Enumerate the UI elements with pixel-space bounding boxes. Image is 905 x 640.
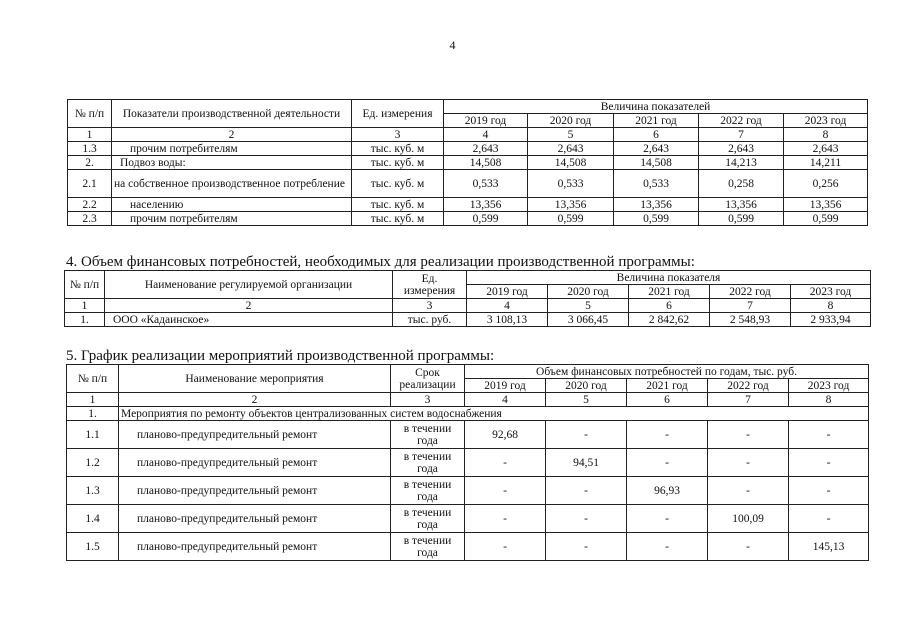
row-value: - (789, 421, 869, 449)
header-year: 2019 год (465, 379, 546, 393)
column-index-row (65, 299, 871, 313)
row-value: 0,258 (699, 170, 784, 198)
header-year: 2020 год (546, 379, 627, 393)
table-row (65, 313, 871, 327)
row-value: 0,599 (614, 212, 699, 226)
table-row (68, 212, 868, 226)
index-cell: 2 (112, 128, 352, 142)
row-value: - (465, 477, 546, 505)
row-value: 0,599 (444, 212, 528, 226)
row-value: 14,211 (784, 156, 868, 170)
row-value: - (708, 421, 789, 449)
row-value: - (789, 505, 869, 533)
row-num: 1.4 (67, 505, 119, 533)
index-cell: 4 (465, 393, 546, 407)
row-value: 94,51 (546, 449, 627, 477)
row-num: 2.3 (68, 212, 112, 226)
header-value: Объем финансовых потребностей по годам, тыс. руб. (465, 365, 869, 379)
header-num: № п/п (68, 100, 112, 128)
header-year: 2021 год (614, 114, 699, 128)
header-year: 2020 год (548, 285, 629, 299)
row-value: 3 066,45 (548, 313, 629, 327)
row-value: - (708, 449, 789, 477)
index-cell: 2 (105, 299, 393, 313)
row-value: 0,256 (784, 170, 868, 198)
row-name: планово-предупредительный ремонт (119, 421, 391, 449)
row-value: 0,533 (614, 170, 699, 198)
row-value: - (627, 421, 708, 449)
table-row (67, 533, 869, 561)
row-value: - (546, 533, 627, 561)
row-value: 14,508 (528, 156, 614, 170)
row-term: в течении года (391, 421, 465, 449)
group-name: Мероприятия по ремонту объектов централизованных систем водоснабжения (119, 407, 869, 421)
section-4-heading: 4. Объем финансовых потребностей, необходимых для реализации производственной программы: (66, 254, 695, 270)
row-value: 0,533 (528, 170, 614, 198)
row-value: 14,508 (614, 156, 699, 170)
row-name: ООО «Кадаинское» (105, 313, 393, 327)
row-name: прочим потребителям (112, 212, 352, 226)
index-cell: 4 (444, 128, 528, 142)
header-indicator: Показатели производственной деятельности (112, 100, 352, 128)
row-value: - (627, 505, 708, 533)
row-num: 2. (68, 156, 112, 170)
row-value: 2,643 (784, 142, 868, 156)
row-value: 92,68 (465, 421, 546, 449)
row-value: 2 933,94 (791, 313, 871, 327)
header-year: 2020 год (528, 114, 614, 128)
row-value: 2 842,62 (629, 313, 710, 327)
index-cell: 7 (708, 393, 789, 407)
index-cell: 7 (710, 299, 791, 313)
row-value: 2,643 (444, 142, 528, 156)
group-num: 1. (67, 407, 119, 421)
header-year: 2019 год (444, 114, 528, 128)
index-cell: 5 (528, 128, 614, 142)
index-cell: 1 (68, 128, 112, 142)
row-unit: тыс. руб. (393, 313, 467, 327)
row-num: 1.5 (67, 533, 119, 561)
row-num: 1.2 (67, 449, 119, 477)
header-value: Величина показателей (444, 100, 868, 114)
table-row (68, 156, 868, 170)
header-unit: Ед. измерения (393, 271, 467, 299)
table-row (67, 477, 869, 505)
header-year: 2019 год (467, 285, 548, 299)
row-name: планово-предупредительный ремонт (119, 449, 391, 477)
row-value: - (465, 505, 546, 533)
row-term: в течении года (391, 449, 465, 477)
row-unit: тыс. куб. м (352, 156, 444, 170)
row-name: Подвоз воды: (112, 156, 352, 170)
index-cell: 8 (791, 299, 871, 313)
table-header-row (65, 271, 871, 285)
row-value: - (546, 477, 627, 505)
header-name: Наименование мероприятия (119, 365, 391, 393)
row-value: 13,356 (784, 198, 868, 212)
activities-schedule-table (66, 364, 869, 561)
row-term: в течении года (391, 477, 465, 505)
index-cell: 3 (393, 299, 467, 313)
row-value: - (546, 505, 627, 533)
header-term: Срок реализации (391, 365, 465, 393)
header-value: Величина показателя (467, 271, 871, 285)
row-value: 0,599 (699, 212, 784, 226)
index-cell: 1 (65, 299, 105, 313)
header-year: 2022 год (699, 114, 784, 128)
row-value: 13,356 (444, 198, 528, 212)
row-value: 2,643 (699, 142, 784, 156)
table-header-row (68, 100, 868, 114)
row-value: - (627, 449, 708, 477)
row-name: прочим потребителям (112, 142, 352, 156)
header-year: 2021 год (629, 285, 710, 299)
row-unit: тыс. куб. м (352, 212, 444, 226)
header-year: 2021 год (627, 379, 708, 393)
row-name: планово-предупредительный ремонт (119, 477, 391, 505)
row-value: 14,213 (699, 156, 784, 170)
row-value: 2 548,93 (710, 313, 791, 327)
row-value: 0,599 (528, 212, 614, 226)
index-cell: 6 (614, 128, 699, 142)
table-row (67, 505, 869, 533)
row-value: 96,93 (627, 477, 708, 505)
row-num: 2.2 (68, 198, 112, 212)
row-value: - (789, 449, 869, 477)
row-value: - (708, 533, 789, 561)
table-row (68, 198, 868, 212)
index-cell: 8 (789, 393, 869, 407)
row-value: 13,356 (614, 198, 699, 212)
index-cell: 2 (119, 393, 391, 407)
section-5-heading: 5. График реализации мероприятий производственной программы: (66, 348, 495, 364)
row-name: планово-предупредительный ремонт (119, 505, 391, 533)
index-cell: 4 (467, 299, 548, 313)
index-cell: 5 (548, 299, 629, 313)
group-row (67, 407, 869, 421)
row-term: в течении года (391, 533, 465, 561)
row-value: 2,643 (614, 142, 699, 156)
row-value: 0,599 (784, 212, 868, 226)
row-value: 0,533 (444, 170, 528, 198)
row-value: - (708, 477, 789, 505)
financial-needs-table (64, 270, 871, 327)
index-cell: 3 (352, 128, 444, 142)
page-number: 4 (449, 38, 456, 52)
header-year: 2023 год (791, 285, 871, 299)
index-cell: 5 (546, 393, 627, 407)
column-index-row (67, 393, 869, 407)
header-unit: Ед. измерения (352, 100, 444, 128)
row-value: 3 108,13 (467, 313, 548, 327)
index-cell: 7 (699, 128, 784, 142)
row-term: в течении года (391, 505, 465, 533)
row-value: 100,09 (708, 505, 789, 533)
row-value: - (465, 533, 546, 561)
row-num: 1. (65, 313, 105, 327)
row-value: 14,508 (444, 156, 528, 170)
table-row (67, 421, 869, 449)
row-num: 1.1 (67, 421, 119, 449)
row-value: 145,13 (789, 533, 869, 561)
row-value: 13,356 (699, 198, 784, 212)
production-indicators-table (67, 99, 868, 226)
index-cell: 1 (67, 393, 119, 407)
header-org: Наименование регулируемой организации (105, 271, 393, 299)
row-unit: тыс. куб. м (352, 170, 444, 198)
row-num: 1.3 (68, 142, 112, 156)
row-name: планово-предупредительный ремонт (119, 533, 391, 561)
header-year: 2022 год (710, 285, 791, 299)
table-header-row (67, 365, 869, 379)
header-year: 2023 год (784, 114, 868, 128)
row-num: 1.3 (67, 477, 119, 505)
header-num: № п/п (65, 271, 105, 299)
row-value: - (465, 449, 546, 477)
table-row (67, 449, 869, 477)
table-row (68, 142, 868, 156)
table-row (68, 170, 868, 198)
header-year: 2023 год (789, 379, 869, 393)
row-value: - (789, 477, 869, 505)
row-unit: тыс. куб. м (352, 198, 444, 212)
column-index-row (68, 128, 868, 142)
row-value: - (546, 421, 627, 449)
row-num: 2.1 (68, 170, 112, 198)
index-cell: 8 (784, 128, 868, 142)
header-year: 2022 год (708, 379, 789, 393)
row-value: 13,356 (528, 198, 614, 212)
header-num: № п/п (67, 365, 119, 393)
row-value: 2,643 (528, 142, 614, 156)
index-cell: 3 (391, 393, 465, 407)
row-name: на собственное производственное потребление (112, 170, 352, 198)
index-cell: 6 (627, 393, 708, 407)
row-unit: тыс. куб. м (352, 142, 444, 156)
row-value: - (627, 533, 708, 561)
index-cell: 6 (629, 299, 710, 313)
row-name: населению (112, 198, 352, 212)
